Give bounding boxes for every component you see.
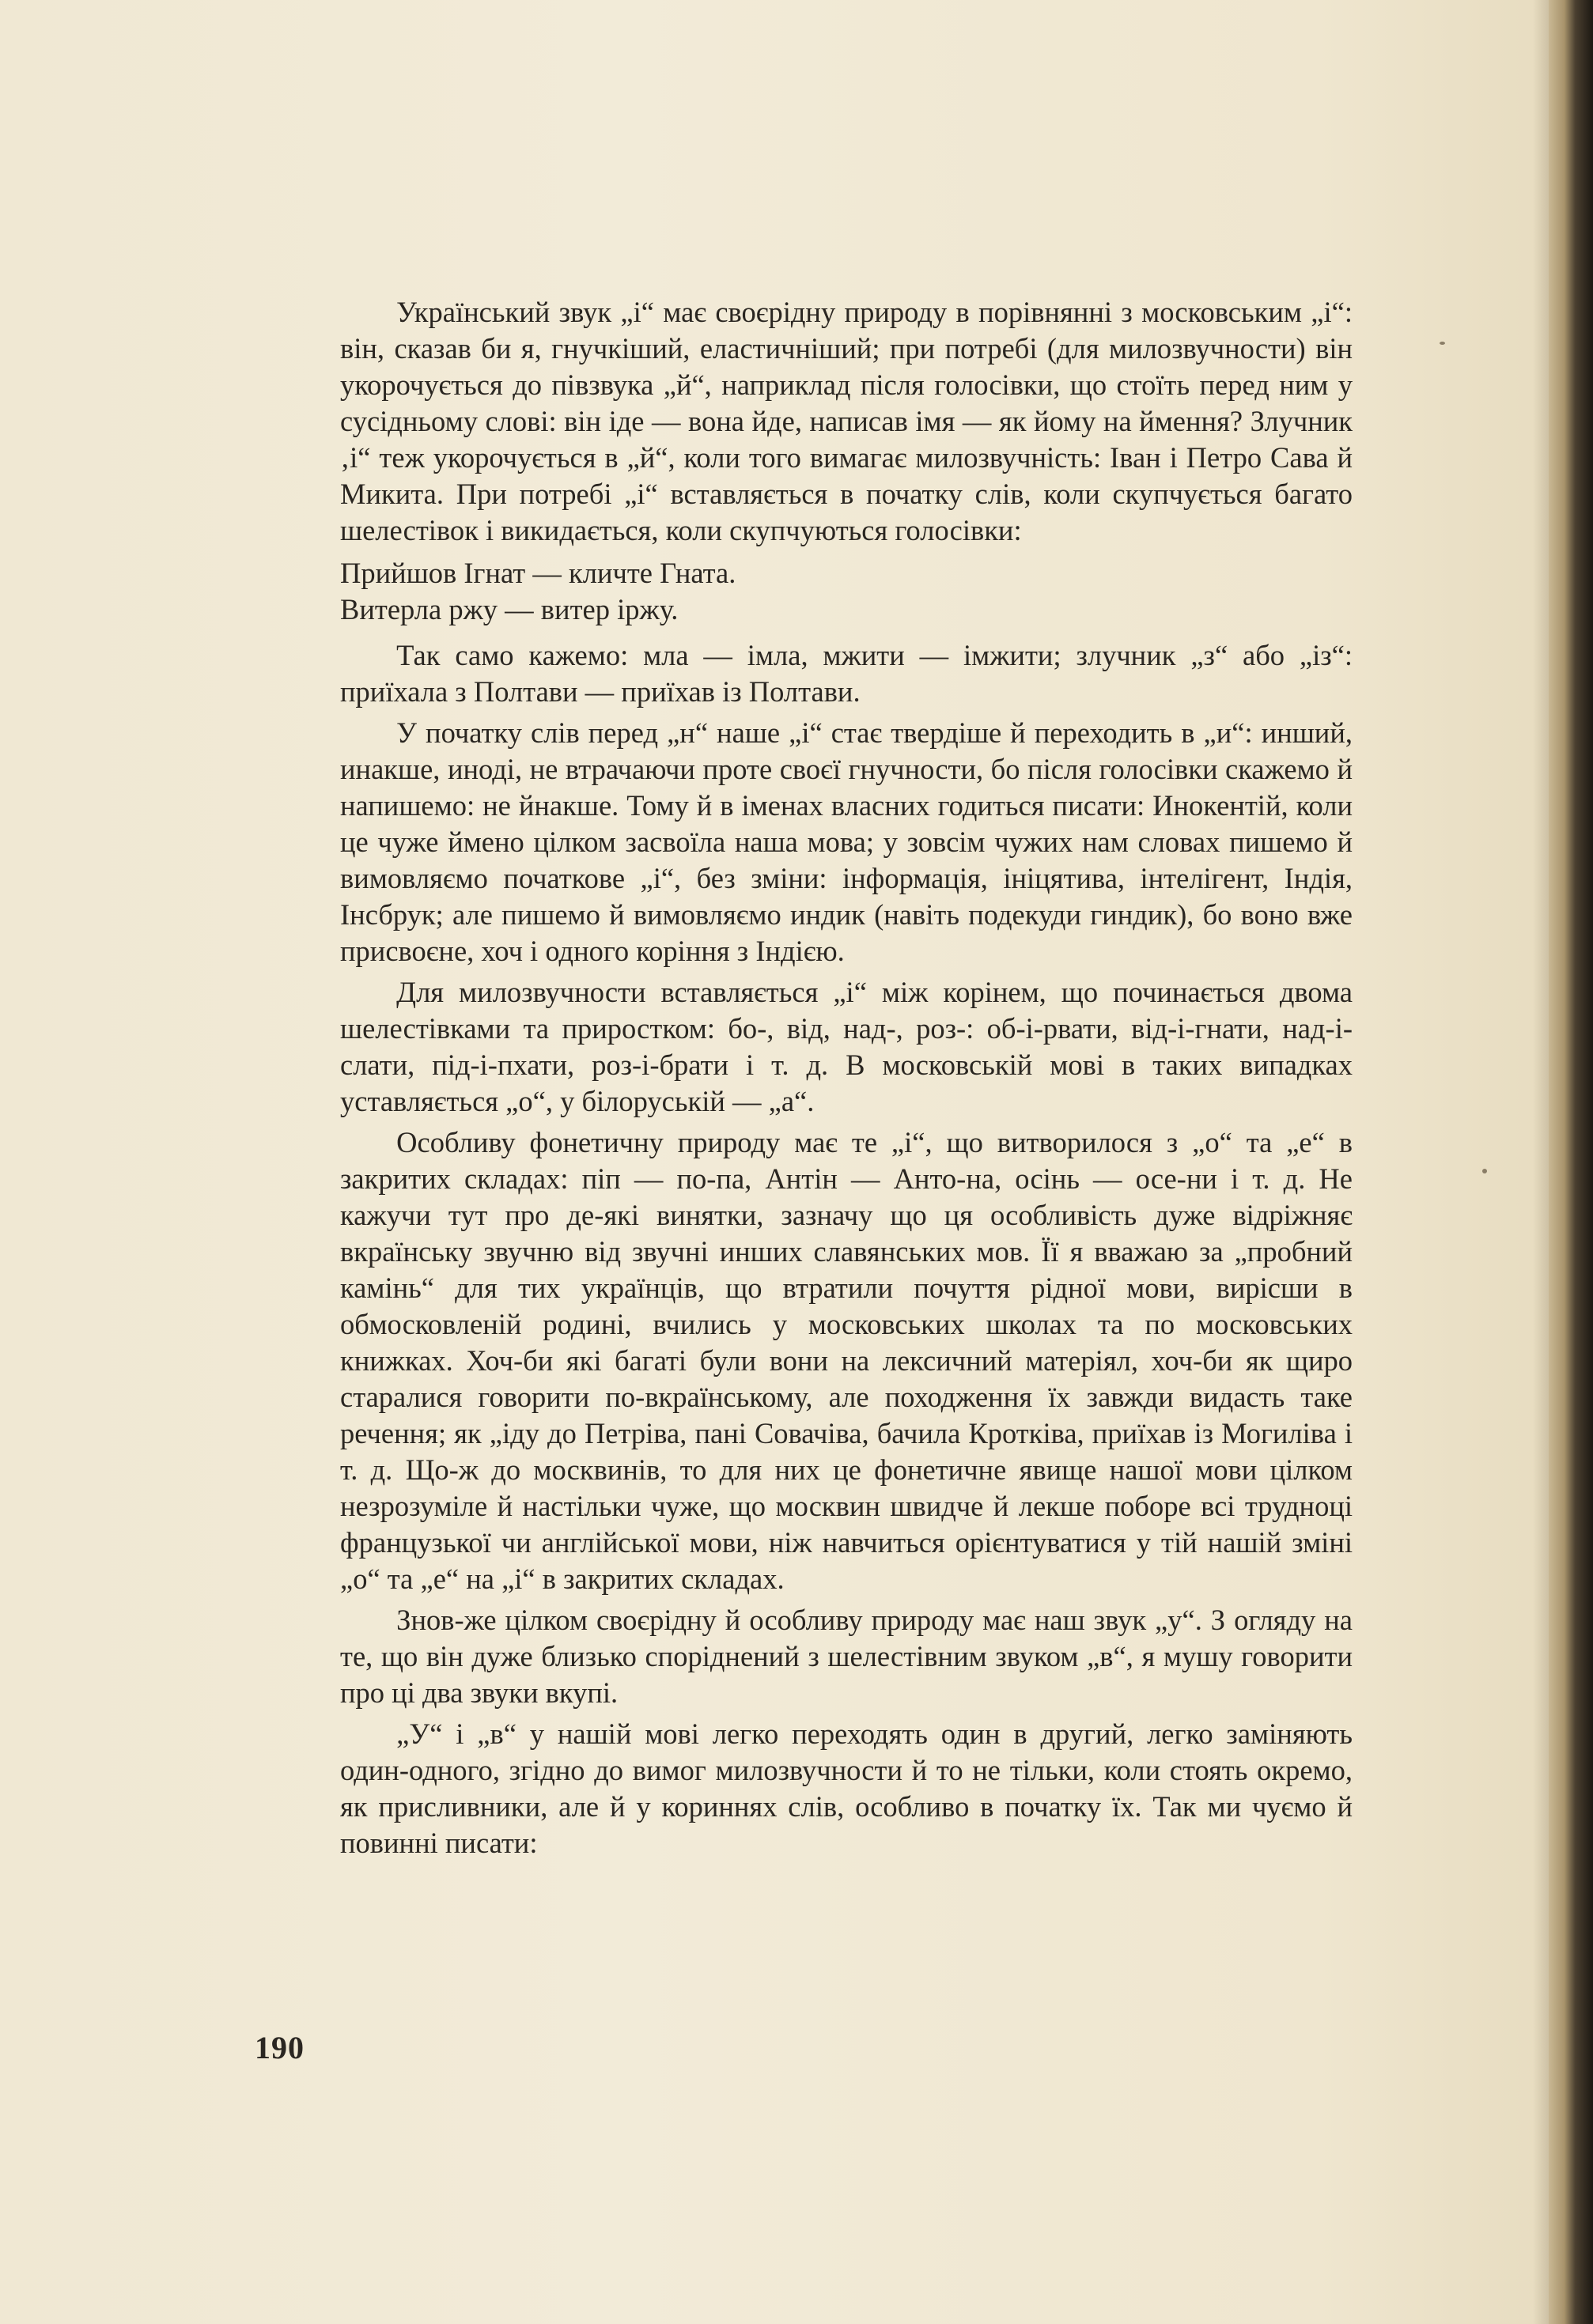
paragraph: „У“ і „в“ у нашій мові легко переходять один в другий, легко заміняють один-одного, згідно до вимог милозвучности й то не тільки, коли стоять окремо, як присливники, але й у кориннях слів, особливо в початку їх. Так ми чуємо й повинні писати: bbox=[340, 1717, 1353, 1859]
paragraph: Український звук „і“ має своєрідну природу в порівнянні з московським „і“: він, сказав би я, гнучкіший, еластичніший; при потребі (для милозвучности) він укорочується до півзвука „й“, наприклад після голосівки, що стоїть перед ним у сусідньому слові: він іде — вона йде, написав імя — як йому на ймення? Злучник ‚і“ теж укорочується в „й“, коли того вимагає милозвучність: Іван і Петро Сава й Микита. При потребі „і“ вставляється в початку слів, коли скупчується багато шелестівок і викидається, коли скупчуються голосівки: bbox=[340, 296, 1353, 546]
page-number: 190 bbox=[255, 2030, 305, 2065]
paragraph: Для милозвучности вставляється „і“ між корінем, що починається двома шелестівками та приростком: бо-, від, над-, роз-: об-і-рвати, від-і-гнати, над-і-слати, під-і-пхати, роз-і-брати і т. д. В московській мові в таких випадках уставляється „о“, у білоруській — „а“. bbox=[340, 976, 1353, 1117]
body-text bbox=[340, 294, 1353, 1861]
binding-shadow bbox=[1533, 0, 1549, 2324]
speck bbox=[1482, 1169, 1487, 1173]
paragraph: У початку слів перед „н“ наше „і“ стає твердіше й переходить в „и“: инший, инакше, иноді, не втрачаючи проте своєї гнучности, бо після голосівки скажемо й напишемо: не йнакше. Тому й в іменах власних годиться писати: Инокентій, коли це чуже ймено цілком засвоїла наша мова; у зовсім чужих нам словах пишемо й вимовляємо початкове „і“, без зміни: інформація, ініцятива, інтелігент, Індія, Інсбрук; але пишемо й вимовляємо индик (навіть подекуди гиндик), бо воно вже присвоєне, хоч і одного коріння з Індією. bbox=[340, 716, 1353, 967]
book-spine bbox=[1549, 0, 1593, 2324]
paragraph: Знов-же цілком своєрідну й особливу природу має наш звук „у“. З огляду на те, що він дуже близько споріднений з шелестівним звуком „в“, я мушу говорити про ці два звуки вкупі. bbox=[340, 1604, 1353, 1709]
paragraph: Особливу фонетичну природу має те „і“, що витворилося з „о“ та „е“ в закритих складах: піп — по-па, Антін — Анто-на, осінь — осе-ни і т. д. Не кажучи тут про де-які винятки, зазначу що ця особливість дуже відріжняє вкраїнську звучню від звучні инших славянських мов. Її я вважаю за „пробний камінь“ для тих українців, що втратили почуття рідної мови, вирісши в обмосковленій родині, вчились у московських школах та по московських книжках. Хоч-би які багаті були вони на лексичний матеріял, хоч-би як щиро старалися говорити по-вкраїнському, але походження їх завжди видасть таке речення; як „іду до Петріва, пані Совачіва, бачила Кротківа, приїхав із Могиліва і т. д. Що-ж до москвинів, то для них це фонетичне явище нашої мови цілком незрозуміле й настільки чуже, що москвин швидче й лекше поборе всі трудноці французької чи англійської мови, ніж навчиться орієнтуватися у тій нашій зміні „о“ та „е“ на „і“ в закритих складах. bbox=[340, 1126, 1353, 1595]
paragraph: Так само кажемо: мла — імла, мжити — імжити; злучник „з“ або „із“: приїхала з Полтави — приїхав із Полтави. bbox=[340, 639, 1353, 708]
verse-line: Прийшов Ігнат — кличте Гната. bbox=[340, 557, 736, 589]
verse-line: Витерла ржу — витер іржу. bbox=[340, 593, 679, 625]
speck bbox=[1440, 342, 1445, 345]
verse-example bbox=[340, 555, 1353, 628]
